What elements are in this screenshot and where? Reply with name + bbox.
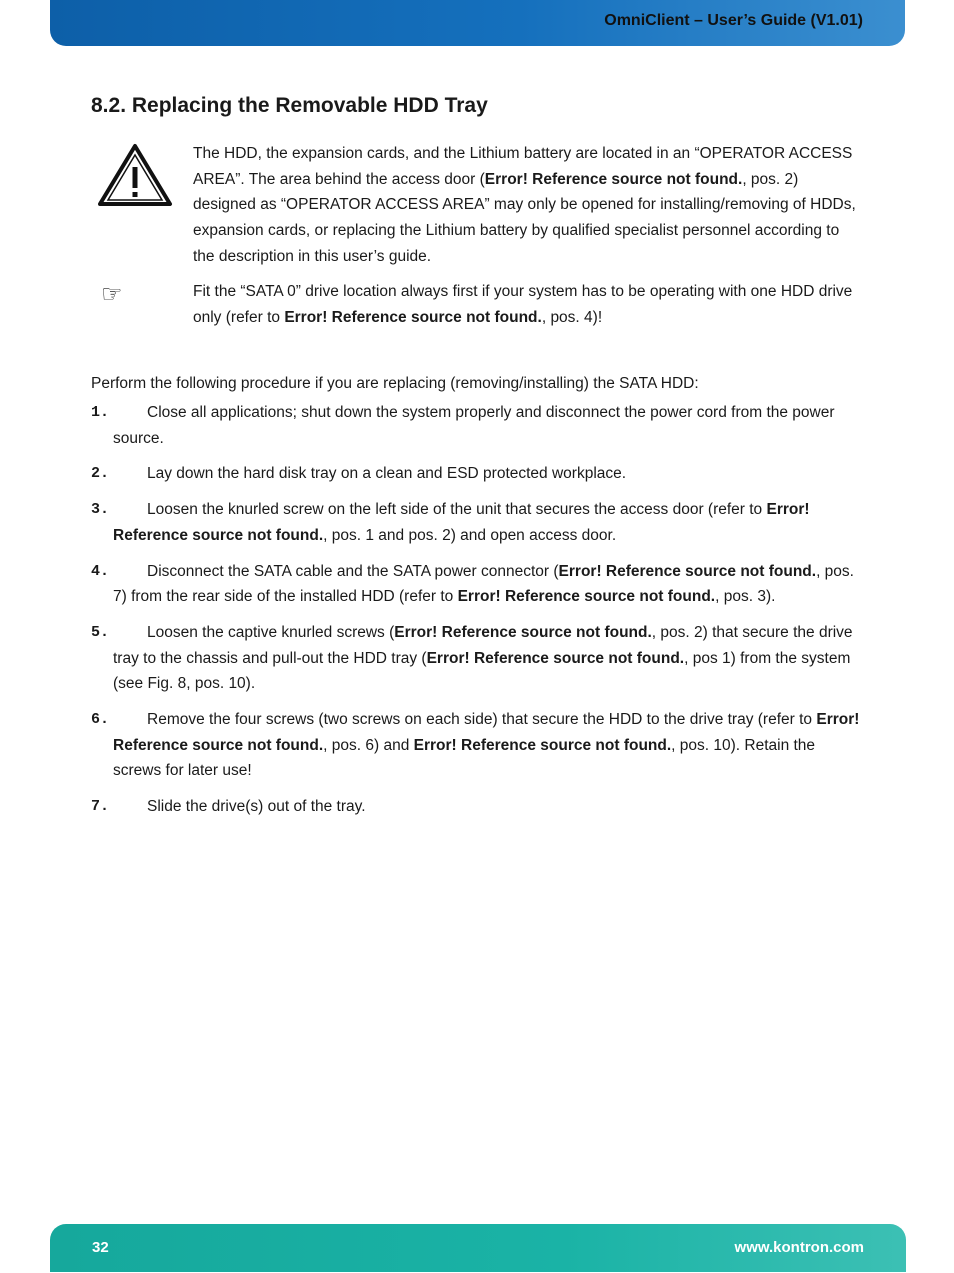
step-text: , pos 1) from the system (see Fig. 8, pos. 10). [113, 649, 851, 693]
step-number: 6. [91, 711, 110, 729]
page-number: 32 [92, 1239, 109, 1256]
header-band [50, 0, 905, 46]
reference-error: Error! Reference source not found. [484, 170, 743, 188]
procedure-steps [91, 400, 866, 830]
step-7 [91, 794, 866, 820]
step-number: 7. [91, 798, 110, 816]
step-number: 3. [91, 501, 110, 519]
reference-error: Error! Reference source not found. [113, 501, 810, 544]
tip-text: Fit the “SATA 0” drive location always first if your system has to be operating with one HDD drive only (refer to [193, 283, 853, 326]
warning-triangle-icon [97, 143, 173, 207]
footer-band [50, 1224, 906, 1272]
step-text: , pos. 7) from the rear side of the installed HDD (refer to [113, 562, 854, 606]
step-text: , pos. 2) that secure the drive tray to the chassis and pull-out the HDD tray ( [113, 623, 853, 667]
step-text: Loosen the captive knurled screws ( [147, 623, 395, 641]
step-3 [91, 497, 866, 548]
step-text: Remove the four screws (two screws on each side) that secure the HDD to the drive tray (refer to [147, 711, 817, 729]
step-text: Disconnect the SATA cable and the SATA power connector ( [147, 562, 559, 580]
reference-error: Error! Reference source not found. [394, 623, 652, 641]
step-5 [91, 620, 866, 697]
procedure-intro: Perform the following procedure if you are replacing (removing/installing) the SATA HDD: [91, 375, 699, 392]
warning-text: The HDD, the expansion cards, and the Lithium battery are located in an “OPERATOR ACCESS AREA”. The area behind the access door ( [193, 145, 853, 188]
header-title: OmniClient – User’s Guide (V1.01) [604, 12, 863, 29]
step-text: Slide the drive(s) out of the tray. [147, 798, 366, 816]
warning-text: , pos. 2) designed as “OPERATOR ACCESS AREA” may only be opened for installing/removing of HDDs, expansion cards, or replacing the Lithium battery by qualified specialist personnel according to the description in this user’s guide. [193, 170, 856, 265]
step-text: Lay down the hard disk tray on a clean and ESD protected workplace. [147, 465, 627, 483]
reference-error: Error! Reference source not found. [457, 588, 716, 606]
reference-error: Error! Reference source not found. [284, 308, 542, 326]
reference-error: Error! Reference source not found. [558, 562, 817, 580]
step-text: , pos. 3). [715, 588, 776, 606]
step-number: 5. [91, 623, 110, 641]
pointing-hand-icon: ☞ [101, 280, 123, 308]
step-text: , pos. 6) and [323, 736, 414, 754]
step-text: , pos. 10). Retain the screws for later use! [113, 736, 816, 780]
step-number: 4. [91, 562, 110, 580]
step-text: , pos. 1 and pos. 2) and open access door. [323, 526, 617, 544]
step-text: Loosen the knurled screw on the left side of the unit that secures the access door (refer to [147, 501, 767, 519]
tip-note-text [193, 279, 863, 330]
step-1 [91, 400, 866, 451]
step-6 [91, 707, 866, 784]
warning-note-text [193, 141, 863, 270]
reference-error: Error! Reference source not found. [426, 649, 685, 667]
footer-url[interactable]: www.kontron.com [734, 1239, 864, 1256]
step-2 [91, 461, 866, 487]
step-number: 2. [91, 465, 110, 483]
section-title: 8.2. Replacing the Removable HDD Tray [91, 94, 488, 117]
step-4 [91, 559, 866, 610]
reference-error: Error! Reference source not found. [413, 736, 672, 754]
reference-error: Error! Reference source not found. [113, 711, 860, 754]
tip-text: , pos. 4)! [541, 308, 603, 326]
step-number: 1. [91, 404, 110, 421]
step-text: Close all applications; shut down the system properly and disconnect the power cord from the power source. [113, 404, 835, 447]
